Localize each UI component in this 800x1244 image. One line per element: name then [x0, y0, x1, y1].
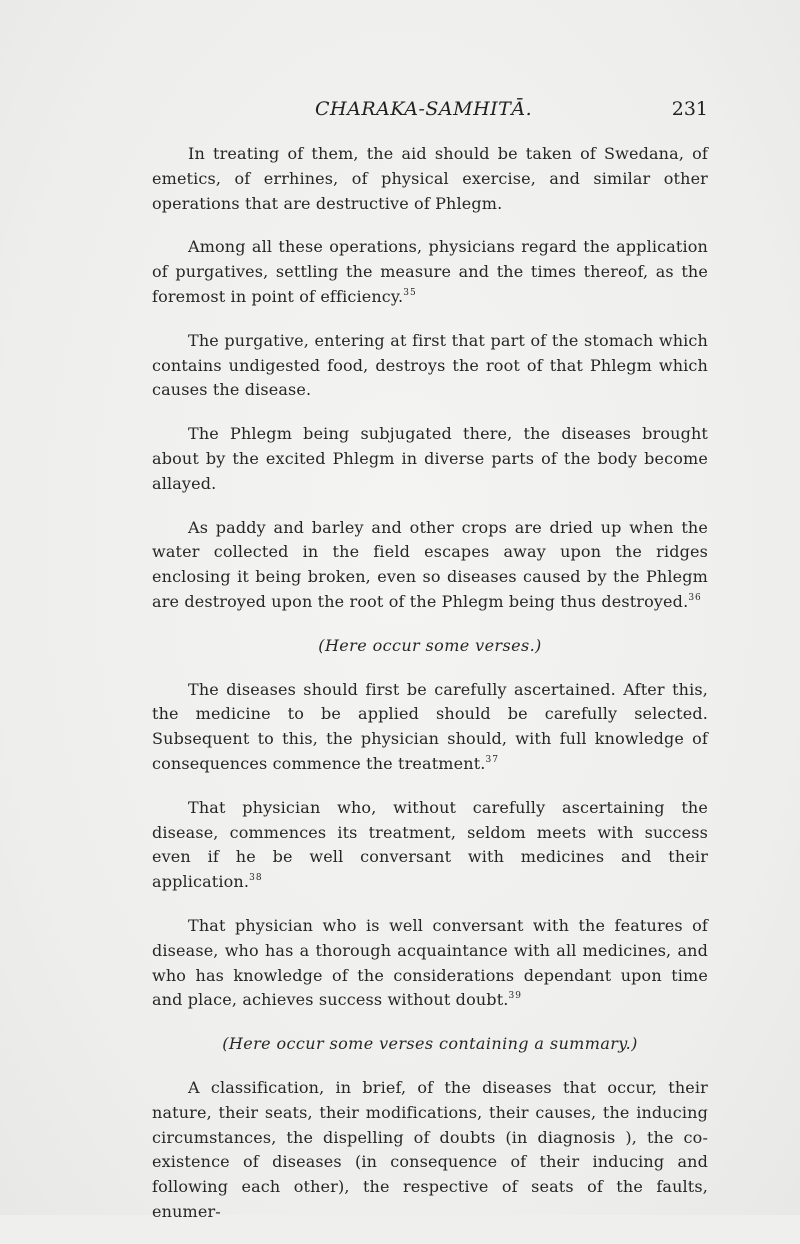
page-number: 231 [671, 98, 708, 120]
footnote-marker: 35 [403, 287, 417, 298]
paragraph: As paddy and barley and other crops are dried up when the water collected in the field escapes away upon the ridges enclosing it being broken, even so diseases caused by the Phlegm are destroyed upon the root of the Phlegm being thus destroyed.$^{36}$ [152, 517, 708, 611]
body-text [152, 142, 708, 1244]
verse-note: (Here occur some verses containing a summary.) [222, 1034, 638, 1054]
paragraph: In treating of them, the aid should be taken of Swedana, of emetics, of errhines, of physical exercise, and similar other operations that are destructive of Phlegm. [152, 144, 708, 213]
footnote-marker: 39 [508, 991, 522, 1002]
page-header [150, 98, 710, 128]
verse-note: (Here occur some verses.) [318, 635, 542, 655]
paragraph: That physician who is well conversant with the features of disease, who has a thorough acquaintance with all medicines, and who has knowledge of the considerations dependant upon time and place, achieves success without doubt.$^{39}$ [152, 915, 708, 1010]
paragraph: The Phlegm being subjugated there, the diseases brought about by the excited Phlegm in diverse parts of the body become allayed. [152, 424, 708, 493]
paragraph: Among all these operations, physicians regard the application of purgatives, settling the measure and the times thereof, as the foremost in point of efficiency.$^{35}$ [152, 237, 708, 306]
paragraph: The purgative, entering at first that part of the stomach which contains undigested food, destroys the root of that Phlegm which causes the disease. [152, 330, 708, 400]
footnote-marker: 38 [249, 873, 263, 884]
footnote-marker: 37 [485, 754, 499, 765]
footnote-marker: 36 [688, 592, 702, 603]
paragraph: A classification, in brief, of the diseases that occur, their nature, their seats, their modifications, their causes, the inducing circumstances, the dispelling of doubts (in diagnosis ), the co-existence of diseases (in consequence of their inducing and following each other), the respective of seats of the faults, enumer- [152, 1077, 708, 1221]
running-title: CHARAKA-SAMHITĀ. [315, 98, 533, 120]
paragraph: That physician who, without carefully ascertaining the disease, commences its treatment, seldom meets with success even if he be well conversant with medicines and their application.$^{38}$ [152, 797, 708, 892]
paragraph: The diseases should first be carefully ascertained. After this, the medicine to be applied should be carefully selected. Subsequent to this, the physician should, with full knowledge of consequences commence the treatment.$^{37}$ [152, 679, 708, 773]
